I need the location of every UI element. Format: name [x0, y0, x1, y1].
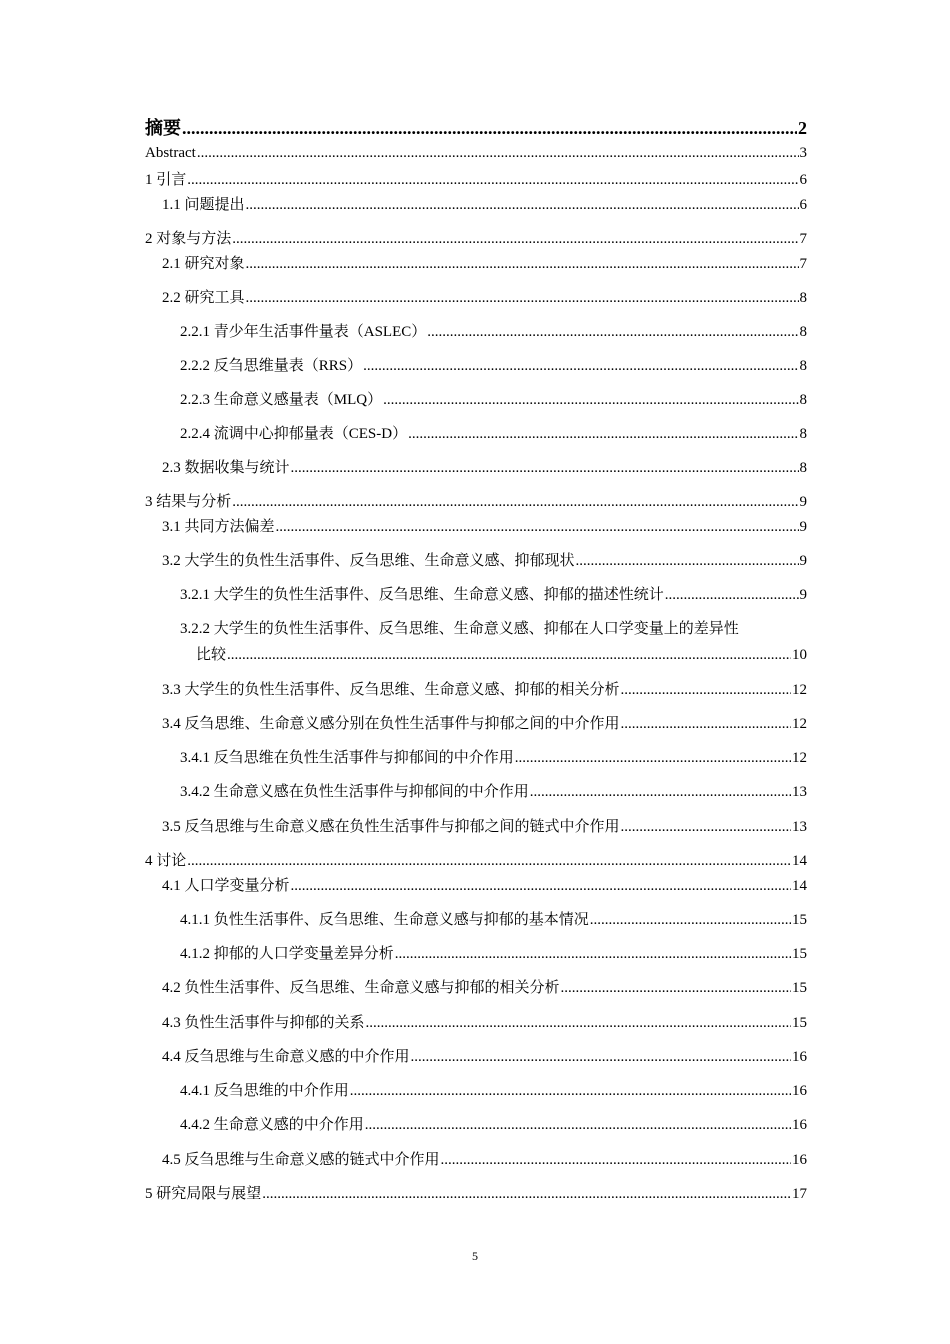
- toc-entry-label: 摘要: [145, 118, 181, 138]
- toc-page-number: 15: [792, 946, 807, 962]
- toc-entry-label: 5 研究局限与展望: [145, 1186, 262, 1202]
- toc-page-number: 16: [792, 1152, 807, 1168]
- dot-leader: [366, 1013, 791, 1033]
- toc-page-number: 6: [799, 197, 807, 213]
- dot-leader: [246, 288, 799, 308]
- toc-page-number: 14: [792, 853, 807, 869]
- toc-page-number: 13: [792, 819, 807, 835]
- toc-entry-label: 1 引言: [145, 172, 187, 188]
- toc-entry[interactable]: [145, 876, 807, 896]
- toc-entry-label: 2.2.2 反刍思维量表（RRS）: [180, 358, 363, 374]
- toc-page-number: 17: [792, 1186, 807, 1202]
- toc-page-number: 10: [792, 647, 807, 663]
- toc-page-number: 7: [799, 256, 807, 272]
- toc-page-number: 8: [799, 358, 807, 374]
- toc-page-number: 8: [799, 426, 807, 442]
- dot-leader: [262, 1184, 791, 1204]
- toc-entry[interactable]: [145, 551, 807, 571]
- toc-entry-label: 4 讨论: [145, 853, 187, 869]
- toc-page-number: 16: [792, 1049, 807, 1065]
- toc-page-number: 7: [799, 231, 807, 247]
- toc-entry-label: 2.2 研究工具: [162, 290, 245, 306]
- toc-entry[interactable]: [145, 458, 807, 478]
- toc-entry[interactable]: [145, 356, 807, 376]
- dot-leader: [408, 424, 798, 444]
- toc-entry-label: 3.2.1 大学生的负性生活事件、反刍思维、生命意义感、抑郁的描述性统计: [180, 587, 664, 603]
- toc-entry[interactable]: [145, 1047, 807, 1067]
- dot-leader: [621, 680, 791, 700]
- dot-leader: [395, 944, 791, 964]
- dot-leader: [227, 645, 791, 665]
- dot-leader: [291, 458, 799, 478]
- dot-leader: [350, 1081, 791, 1101]
- toc-page-number: 15: [792, 980, 807, 996]
- toc-entry[interactable]: [145, 748, 807, 768]
- toc-entry[interactable]: [145, 195, 807, 215]
- dot-leader: [232, 229, 798, 249]
- toc-page-number: 16: [792, 1117, 807, 1133]
- dot-leader: [365, 1115, 791, 1135]
- dot-leader: [621, 817, 791, 837]
- dot-leader: [197, 143, 799, 163]
- toc-entry-label: 4.4.1 反刍思维的中介作用: [180, 1083, 349, 1099]
- toc-entry[interactable]: [145, 116, 807, 140]
- toc-page-number: 9: [799, 587, 807, 603]
- toc-entry[interactable]: [145, 1081, 807, 1101]
- toc-entry[interactable]: [145, 680, 807, 700]
- dot-leader: [441, 1150, 791, 1170]
- toc-entry[interactable]: [145, 585, 807, 605]
- toc-entry-label: 4.1.2 抑郁的人口学变量差异分析: [180, 946, 394, 962]
- toc-entry-label: 3 结果与分析: [145, 494, 232, 510]
- dot-leader: [576, 551, 799, 571]
- toc-entry-label: 4.3 负性生活事件与抑郁的关系: [162, 1015, 365, 1031]
- dot-leader: [291, 876, 791, 896]
- page-number: 5: [472, 1249, 478, 1263]
- toc-entry[interactable]: [145, 978, 807, 998]
- toc-entry-label: Abstract: [145, 145, 196, 161]
- toc-entry-label: 4.4.2 生命意义感的中介作用: [180, 1117, 364, 1133]
- toc-page-number: 12: [792, 682, 807, 698]
- toc-entry[interactable]: [145, 390, 807, 410]
- dot-leader: [187, 851, 791, 871]
- toc-entry-label: 2.2.1 青少年生活事件量表（ASLEC）: [180, 324, 427, 340]
- toc-entry-label: 2.3 数据收集与统计: [162, 460, 290, 476]
- toc-entry[interactable]: [145, 782, 807, 802]
- toc-entry[interactable]: [145, 288, 807, 308]
- toc-entry[interactable]: [145, 254, 807, 274]
- toc-page-number: 8: [799, 290, 807, 306]
- toc-page-number: 9: [799, 494, 807, 510]
- toc-page-number: 14: [792, 878, 807, 894]
- dot-leader: [665, 585, 799, 605]
- toc-page-number: 12: [792, 716, 807, 732]
- toc-entry-label: 比较: [196, 647, 227, 663]
- dot-leader: [411, 1047, 791, 1067]
- toc-entry[interactable]: [145, 1184, 807, 1204]
- toc-entry-label: 1.1 问题提出: [162, 197, 245, 213]
- toc-page-number: 9: [799, 519, 807, 535]
- toc-entry-label: 3.2.2 大学生的负性生活事件、反刍思维、生命意义感、抑郁在人口学变量上的差异性: [180, 621, 739, 637]
- toc-entry-label: 2.2.4 流调中心抑郁量表（CES-D）: [180, 426, 408, 442]
- toc-entry[interactable]: [145, 817, 807, 837]
- dot-leader: [427, 322, 798, 342]
- toc-entry-label: 3.5 反刍思维与生命意义感在负性生活事件与抑郁之间的链式中介作用: [162, 819, 620, 835]
- toc-page-number: 3: [799, 145, 807, 161]
- toc-entry-label: 3.2 大学生的负性生活事件、反刍思维、生命意义感、抑郁现状: [162, 553, 575, 569]
- toc-entry[interactable]: [145, 1013, 807, 1033]
- toc-page-number: 15: [792, 1015, 807, 1031]
- toc-entry[interactable]: [145, 1115, 807, 1135]
- toc-page-number: 9: [799, 553, 807, 569]
- toc-entry[interactable]: [145, 517, 807, 537]
- toc-entry[interactable]: [145, 143, 807, 163]
- dot-leader: [276, 517, 799, 537]
- toc-page-number: 6: [799, 172, 807, 188]
- toc-entry-label: 3.1 共同方法偏差: [162, 519, 275, 535]
- toc-page-number: 15: [792, 912, 807, 928]
- toc-entry-label: 4.1.1 负性生活事件、反刍思维、生命意义感与抑郁的基本情况: [180, 912, 589, 928]
- toc-entry[interactable]: [145, 944, 807, 964]
- toc-entry[interactable]: [145, 424, 807, 444]
- dot-leader: [590, 910, 791, 930]
- toc-entry-label: 4.2 负性生活事件、反刍思维、生命意义感与抑郁的相关分析: [162, 980, 560, 996]
- toc-entry-label: 4.4 反刍思维与生命意义感的中介作用: [162, 1049, 410, 1065]
- toc-entry-label: 3.4.1 反刍思维在负性生活事件与抑郁间的中介作用: [180, 750, 514, 766]
- toc-entry[interactable]: [145, 492, 807, 512]
- toc-page-number: 2: [798, 118, 807, 138]
- toc-entry-label: 2 对象与方法: [145, 231, 232, 247]
- toc-entry[interactable]: [145, 714, 807, 734]
- toc-entry-label: 3.3 大学生的负性生活事件、反刍思维、生命意义感、抑郁的相关分析: [162, 682, 620, 698]
- toc-page-number: 8: [799, 392, 807, 408]
- toc-page-number: 12: [792, 750, 807, 766]
- toc-page-number: 8: [799, 460, 807, 476]
- toc-page-number: 13: [792, 784, 807, 800]
- dot-leader: [561, 978, 791, 998]
- dot-leader: [383, 390, 798, 410]
- dot-leader: [232, 492, 798, 512]
- dot-leader: [182, 116, 797, 140]
- dot-leader: [246, 195, 799, 215]
- toc-entry[interactable]: [145, 229, 807, 249]
- toc-entry-label: 3.4.2 生命意义感在负性生活事件与抑郁间的中介作用: [180, 784, 529, 800]
- toc-entry[interactable]: [145, 851, 807, 871]
- dot-leader: [363, 356, 798, 376]
- dot-leader: [187, 170, 798, 190]
- toc-entry-label: 4.1 人口学变量分析: [162, 878, 290, 894]
- toc-entry-continuation[interactable]: [196, 645, 807, 665]
- toc-entry-label: 2.2.3 生命意义感量表（MLQ）: [180, 392, 383, 408]
- toc-page-number: 8: [799, 324, 807, 340]
- dot-leader: [530, 782, 791, 802]
- toc-page-number: 16: [792, 1083, 807, 1099]
- toc-entry-label: 3.4 反刍思维、生命意义感分别在负性生活事件与抑郁之间的中介作用: [162, 716, 620, 732]
- dot-leader: [515, 748, 791, 768]
- toc-entry[interactable]: [180, 619, 807, 639]
- dot-leader: [246, 254, 799, 274]
- toc-entry[interactable]: [145, 910, 807, 930]
- toc-entry[interactable]: [145, 322, 807, 342]
- toc-entry[interactable]: [145, 1150, 807, 1170]
- toc-entry-label: 4.5 反刍思维与生命意义感的链式中介作用: [162, 1152, 440, 1168]
- toc-entry[interactable]: [145, 170, 807, 190]
- toc-entry-label: 2.1 研究对象: [162, 256, 245, 272]
- dot-leader: [621, 714, 791, 734]
